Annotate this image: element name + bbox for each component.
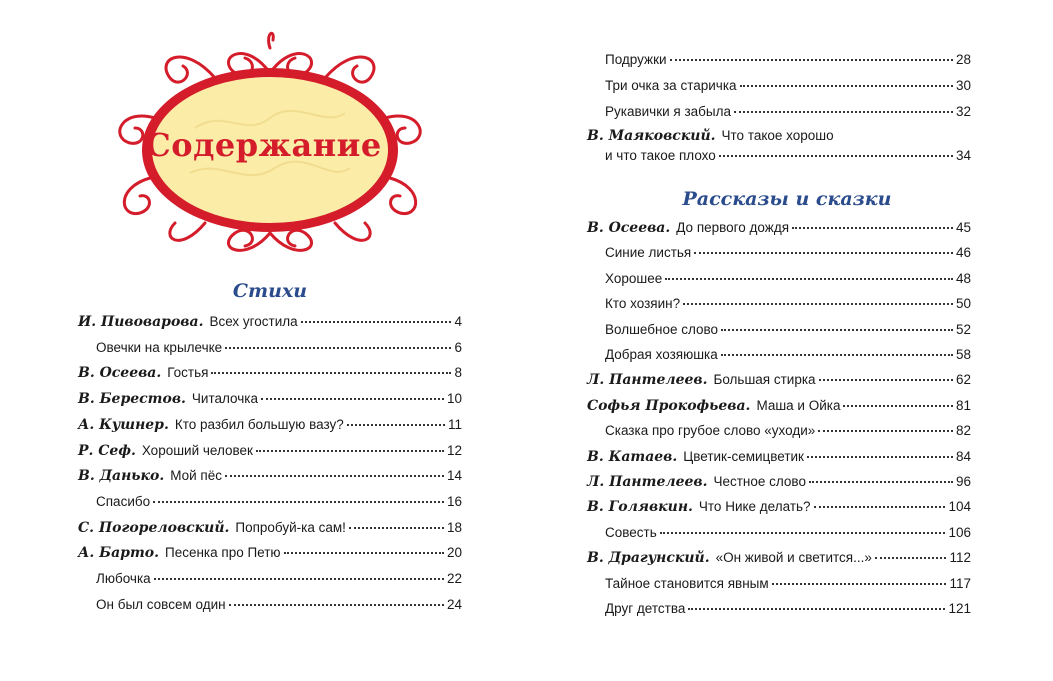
toc-work: До первого дождя xyxy=(676,220,790,235)
toc-entry[interactable] xyxy=(587,472,971,492)
toc-work: Всех угостила xyxy=(209,314,298,329)
toc-page-number: 46 xyxy=(955,245,971,261)
toc-page-number: 50 xyxy=(955,296,971,312)
right-page xyxy=(527,0,1053,681)
toc-leader xyxy=(719,155,953,157)
toc-leader xyxy=(153,501,444,503)
toc-entry[interactable] xyxy=(78,389,462,409)
toc-entry[interactable] xyxy=(587,548,971,568)
toc-entry[interactable] xyxy=(587,243,971,263)
toc-work: Мой пёс xyxy=(170,468,222,484)
toc-author: В. Осеева. xyxy=(587,220,671,236)
section-heading-stories: Рассказы и сказки xyxy=(682,188,892,210)
toc-leader xyxy=(819,379,953,381)
toc-work: Добрая хозяюшка xyxy=(605,347,718,362)
toc-work: Друг детства xyxy=(605,601,686,616)
toc-work: Любочка xyxy=(96,571,151,586)
toc-page-number: 84 xyxy=(955,448,971,464)
toc-work: Овечки на крылечке xyxy=(96,339,223,355)
toc-work: Попробуй-ка сам! xyxy=(235,519,346,535)
toc-page-number: 52 xyxy=(955,321,971,337)
toc-page-number: 8 xyxy=(454,365,462,381)
toc-entry[interactable] xyxy=(587,218,971,238)
toc-entry[interactable] xyxy=(587,50,971,70)
toc-entry[interactable] xyxy=(587,320,971,340)
toc-page-number: 32 xyxy=(955,104,971,119)
toc-page-number: 10 xyxy=(446,391,462,407)
toc-entry[interactable] xyxy=(587,447,971,467)
toc-work: «Он живой и светится...» xyxy=(715,550,872,566)
toc-work: Что Нике делать? xyxy=(698,499,811,515)
toc-work: Большая стирка xyxy=(713,372,816,388)
toc-leader xyxy=(740,85,953,87)
toc-leader xyxy=(721,329,953,331)
toc-page-number: 12 xyxy=(446,442,462,458)
toc-entry[interactable] xyxy=(587,396,971,416)
toc-page-number: 30 xyxy=(955,78,971,93)
toc-leader xyxy=(694,252,953,254)
toc-right xyxy=(587,218,971,618)
toc-work: Подружки xyxy=(605,52,667,67)
toc-entry[interactable] xyxy=(78,441,462,461)
toc-work: Честное слово xyxy=(713,474,806,489)
toc-work: Кто разбил большую вазу? xyxy=(174,416,344,432)
toc-page-number: 117 xyxy=(949,575,971,591)
toc-page-number: 104 xyxy=(948,499,971,515)
page-title: Содержание xyxy=(145,126,382,164)
toc-entry[interactable] xyxy=(78,543,462,563)
toc-leader xyxy=(807,456,953,458)
toc-leader xyxy=(660,532,946,534)
toc-leader xyxy=(349,527,444,529)
toc-leader xyxy=(225,347,451,349)
toc-page-number: 16 xyxy=(446,493,462,509)
toc-work: Тайное становится явным xyxy=(605,575,769,591)
toc-leader xyxy=(772,583,947,585)
toc-leader xyxy=(670,59,953,61)
toc-page-number: 14 xyxy=(446,468,462,484)
toc-leader xyxy=(225,475,444,477)
toc-right-top xyxy=(587,50,971,130)
toc-entry[interactable] xyxy=(587,126,971,166)
toc-author: В. Голявкин. xyxy=(587,499,693,516)
toc-left xyxy=(78,312,462,622)
toc-work: Три очка за старичка xyxy=(605,78,737,93)
toc-leader xyxy=(721,354,953,356)
toc-entry[interactable] xyxy=(587,294,971,314)
toc-entry[interactable] xyxy=(78,338,462,358)
toc-author: Л. Пантелеев. xyxy=(587,372,708,389)
toc-work: Что такое хорошо xyxy=(721,128,834,143)
toc-author: Софья Прокофьева. xyxy=(587,397,751,414)
toc-leader xyxy=(814,506,946,508)
toc-author: В. Катаев. xyxy=(587,448,678,465)
toc-work: Маша и Ойка xyxy=(756,397,841,413)
toc-entry[interactable] xyxy=(78,569,462,589)
toc-author: И. Пивоварова. xyxy=(78,314,204,330)
toc-work: Волшебное слово xyxy=(605,321,719,337)
toc-page-number: 28 xyxy=(955,52,971,67)
toc-leader xyxy=(875,557,947,559)
toc-entry[interactable] xyxy=(587,421,971,441)
toc-leader xyxy=(229,604,444,606)
toc-leader xyxy=(843,405,952,407)
toc-entry[interactable] xyxy=(587,497,971,517)
toc-work: Совесть xyxy=(605,524,657,540)
toc-work: Он был совсем один xyxy=(96,596,226,612)
toc-work: Синие листья xyxy=(605,245,692,261)
toc-author: В. Драгунский. xyxy=(587,550,710,567)
section-heading-poems: Стихи xyxy=(232,280,308,302)
toc-mayakovsky xyxy=(587,126,971,166)
toc-leader xyxy=(261,398,444,400)
toc-author: А. Кушнер. xyxy=(78,416,169,433)
toc-page-number: 106 xyxy=(948,524,971,540)
toc-page-number: 81 xyxy=(955,397,971,413)
toc-page-number: 34 xyxy=(955,148,971,163)
toc-entry[interactable] xyxy=(78,492,462,512)
toc-leader xyxy=(256,450,444,452)
toc-author: С. Погореловский. xyxy=(78,519,230,536)
toc-author: А. Барто. xyxy=(78,545,159,562)
toc-entry[interactable] xyxy=(78,518,462,538)
toc-work: Гостья xyxy=(167,365,209,381)
toc-leader xyxy=(818,430,953,432)
toc-leader xyxy=(154,578,444,580)
toc-work: Песенка про Петю xyxy=(165,545,281,561)
toc-entry[interactable] xyxy=(78,363,462,383)
toc-page-number: 96 xyxy=(955,474,971,489)
toc-entry[interactable] xyxy=(78,312,462,332)
toc-leader xyxy=(688,608,945,610)
toc-entry[interactable] xyxy=(78,415,462,435)
toc-page-number: 58 xyxy=(955,347,971,362)
toc-entry[interactable] xyxy=(78,595,462,615)
toc-entry[interactable] xyxy=(587,345,971,365)
toc-work: Читалочка xyxy=(191,391,258,407)
toc-page-number: 62 xyxy=(955,372,971,388)
toc-leader xyxy=(284,552,444,554)
toc-page-number: 121 xyxy=(948,601,971,616)
toc-leader xyxy=(301,321,452,323)
toc-page-number: 22 xyxy=(446,571,462,586)
toc-leader xyxy=(809,481,953,483)
toc-page-number: 45 xyxy=(955,220,971,235)
toc-leader xyxy=(792,227,953,229)
toc-page-number: 4 xyxy=(454,314,462,329)
toc-author: Р. Сеф. xyxy=(78,442,136,459)
toc-entry[interactable] xyxy=(587,76,971,96)
toc-page-number: 48 xyxy=(955,270,971,286)
toc-entry[interactable] xyxy=(587,523,971,543)
toc-work: Кто хозяин? xyxy=(605,296,681,312)
toc-author: В. Берестов. xyxy=(78,391,186,408)
toc-entry[interactable] xyxy=(587,269,971,289)
toc-work: Рукавички я забыла xyxy=(605,104,731,119)
toc-entry[interactable] xyxy=(587,102,971,122)
toc-leader xyxy=(734,111,953,113)
toc-author: В. Маяковский. xyxy=(587,128,716,144)
toc-entry[interactable] xyxy=(78,466,462,486)
toc-page-number: 11 xyxy=(447,416,462,432)
toc-entry[interactable] xyxy=(587,599,971,619)
toc-work: Сказка про грубое слово «уходи» xyxy=(605,423,816,439)
toc-leader xyxy=(665,278,953,280)
toc-leader xyxy=(211,372,451,374)
toc-work: Спасибо xyxy=(96,493,151,509)
toc-page-number: 6 xyxy=(454,339,462,355)
toc-page-number: 82 xyxy=(955,423,971,439)
toc-leader xyxy=(683,303,953,305)
toc-work: Хороший человек xyxy=(141,442,253,458)
toc-leader xyxy=(347,424,445,426)
toc-author: В. Данько. xyxy=(78,468,165,485)
toc-author: В. Осеева. xyxy=(78,365,162,382)
toc-entry[interactable] xyxy=(587,574,971,594)
toc-page-number: 20 xyxy=(446,545,462,561)
toc-page-number: 24 xyxy=(446,596,462,612)
toc-page-number: 112 xyxy=(949,550,971,566)
toc-author: Л. Пантелеев. xyxy=(587,474,708,490)
toc-work: и что такое плохо xyxy=(605,148,716,163)
toc-entry[interactable] xyxy=(587,370,971,390)
toc-work: Хорошее xyxy=(605,270,663,286)
toc-work: Цветик-семицветик xyxy=(683,448,804,464)
toc-page-number: 18 xyxy=(446,519,462,535)
